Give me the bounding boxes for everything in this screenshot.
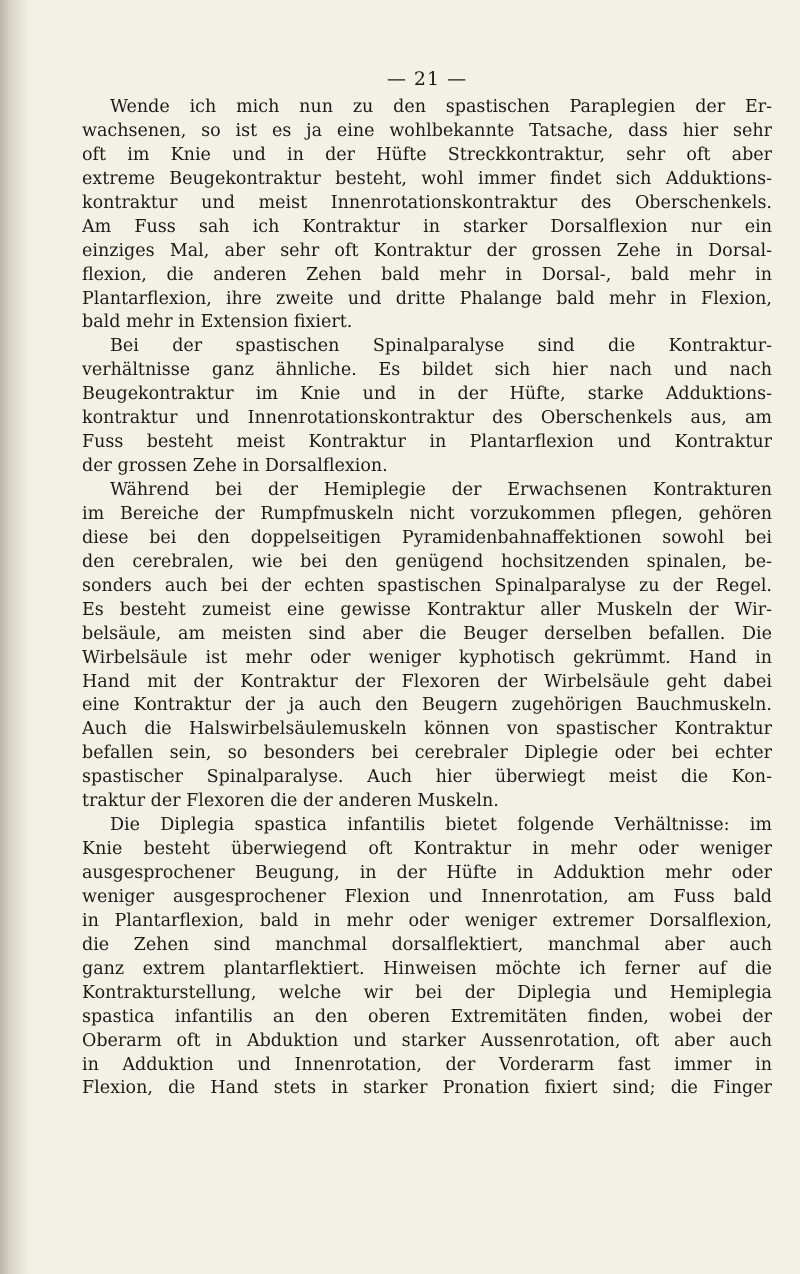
text-line: im Bereiche der Rumpfmuskeln nicht vorzukommen pflegen, gehören [82, 503, 772, 524]
text-line: Am Fuss sah ich Kontraktur in starker Dorsalflexion nur ein [82, 216, 772, 237]
text-line: Kontrakturstellung, welche wir bei der Diplegia und Hemiplegia [82, 982, 772, 1003]
text-line: belsäule, am meisten sind aber die Beuger derselben befallen. Die [82, 623, 772, 644]
text-line: Wirbelsäule ist mehr oder weniger kyphotisch gekrümmt. Hand in [82, 647, 772, 668]
text-line: Bei der spastischen Spinalparalyse sind die Kontraktur- [110, 336, 772, 357]
text-line: Wende ich mich nun zu den spastischen Paraplegien der Er- [110, 97, 772, 117]
text-line: kontraktur und meist Innenrotationskontraktur des Oberschenkels. [82, 192, 772, 213]
text-line: flexion, die anderen Zehen bald mehr in Dorsal-, bald mehr in [82, 264, 772, 285]
text-line: Beugekontraktur im Knie und in der Hüfte, starke Adduktions- [82, 384, 772, 405]
text-line: Die Diplegia spastica infantilis bietet folgende Verhältnisse: im [110, 815, 772, 836]
text-line: traktur der Flexoren die der anderen Muskeln. [82, 791, 499, 812]
text-line: sonders auch bei der echten spastischen Spinalparalyse zu der Regel. [82, 575, 772, 596]
text-line: verhältnisse ganz ähnliche. Es bildet sich hier nach und nach [82, 360, 772, 381]
text-line: in Adduktion und Innenrotation, der Vorderarm fast immer in [82, 1054, 772, 1075]
text-line: der grossen Zehe in Dorsalflexion. [82, 456, 388, 477]
text-line: Es besteht zumeist eine gewisse Kontraktur aller Muskeln der Wir- [82, 599, 772, 620]
text-line: extreme Beugekontraktur besteht, wohl immer findet sich Adduktions- [82, 168, 772, 189]
text-line: eine Kontraktur der ja auch den Beugern zugehörigen Bauchmuskeln. [82, 695, 772, 716]
text-line: weniger ausgesprochener Flexion und Innenrotation, am Fuss bald [82, 886, 772, 907]
body-text [82, 96, 772, 1101]
text-line: kontraktur und Innenrotationskontraktur des Oberschenkels aus, am [82, 408, 772, 429]
text-line: befallen sein, so besonders bei cerebraler Diplegie oder bei echter [82, 743, 772, 764]
text-line: Während bei der Hemiplegie der Erwachsenen Kontrakturen [110, 480, 772, 500]
text-line: diese bei den doppelseitigen Pyramidenbahnaffektionen sowohl bei [82, 527, 772, 548]
text-line: Flexion, die Hand stets in starker Pronation fixiert sind; die Finger [82, 1078, 772, 1099]
text-line: Hand mit der Kontraktur der Flexoren der Wirbelsäule geht dabei [82, 671, 772, 692]
text-line: Fuss besteht meist Kontraktur in Plantarflexion und Kontraktur [82, 432, 772, 453]
text-line: Auch die Halswirbelsäulemuskeln können von spastischer Kontraktur [82, 719, 772, 740]
text-line: bald mehr in Extension fixiert. [82, 312, 353, 333]
text-line: spastischer Spinalparalyse. Auch hier überwiegt meist die Kon- [82, 767, 772, 788]
text-line: ausgesprochener Beugung, in der Hüfte in Adduktion mehr oder [82, 863, 772, 883]
page-edge-shadow [0, 0, 30, 1274]
text-line: den cerebralen, wie bei den genügend hochsitzenden spinalen, be- [82, 551, 772, 572]
text-line: Oberarm oft in Abduktion und starker Aussenrotation, oft aber auch [82, 1030, 772, 1051]
text-line: ganz extrem plantarflektiert. Hinweisen möchte ich ferner auf die [82, 958, 772, 979]
text-line: spastica infantilis an den oberen Extremitäten finden, wobei der [82, 1006, 772, 1027]
text-line: Plantarflexion, ihre zweite und dritte Phalange bald mehr in Flexion, [82, 288, 772, 309]
text-line: oft im Knie und in der Hüfte Streckkontraktur, sehr oft aber [82, 144, 772, 165]
text-line: Knie besteht überwiegend oft Kontraktur in mehr oder weniger [82, 839, 772, 860]
text-line: in Plantarflexion, bald in mehr oder weniger extremer Dorsalflexion, [82, 910, 772, 931]
text-line: wachsenen, so ist es ja eine wohlbekannte Tatsache, dass hier sehr [82, 120, 772, 141]
text-line: einziges Mal, aber sehr oft Kontraktur der grossen Zehe in Dorsal- [82, 240, 772, 261]
text-line: die Zehen sind manchmal dorsalflektiert, manchmal aber auch [82, 934, 772, 955]
page-number: — 21 — [386, 68, 468, 90]
book-page [82, 0, 772, 1274]
